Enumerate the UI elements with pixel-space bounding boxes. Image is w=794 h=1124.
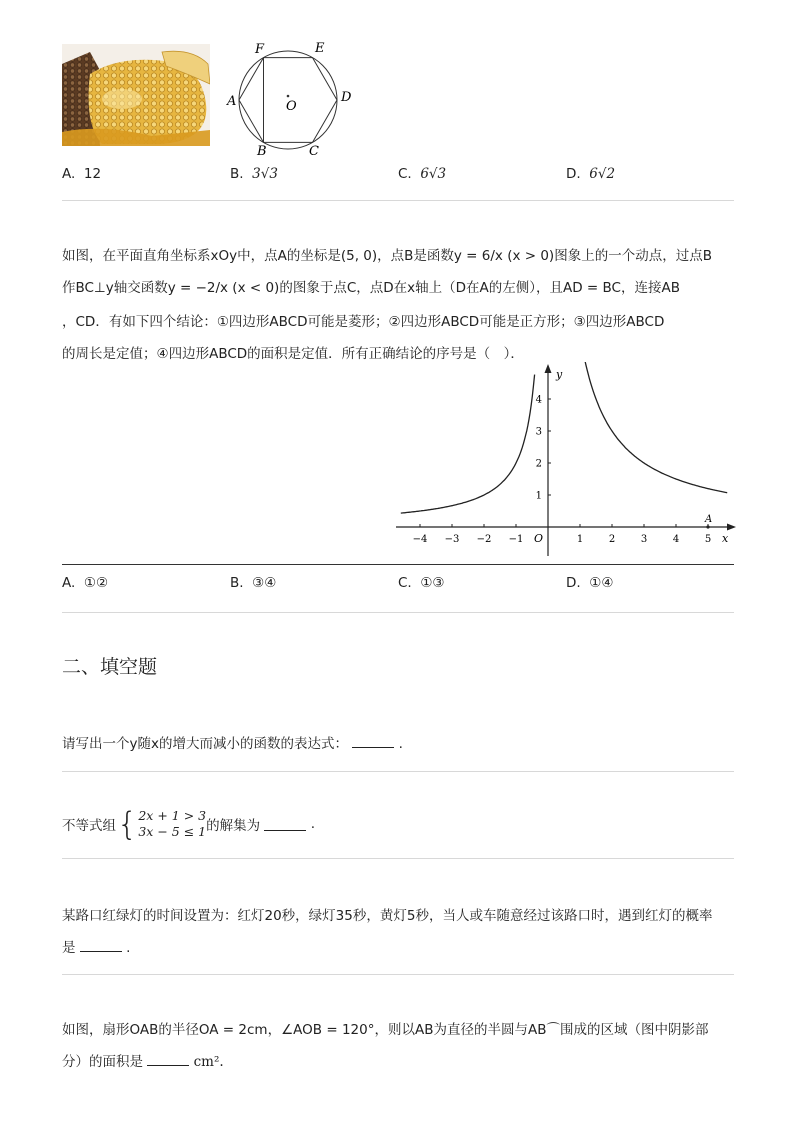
question-text-line: 作BC⊥y轴交函数y = −2/x (x < 0)的图象于点C，点D在x轴上（D在A的左侧），且AD = BC，连接AB — [62, 280, 680, 296]
x-tick-label: −1 — [508, 534, 524, 545]
label-A: A — [227, 94, 237, 109]
option-b[interactable]: B. ③④ — [230, 575, 277, 591]
fill-question-1: 请写出一个y随x的增大而减小的函数的表达式： . — [62, 736, 403, 752]
question-text-line: ，CD．有如下四个结论：①四边形ABCD可能是菱形；②四边形ABCD可能是正方形；③四边形ABCD — [62, 314, 665, 330]
point-a-label: A — [705, 514, 713, 525]
answer-blank[interactable] — [264, 818, 306, 831]
fill-question-4: 分）的面积是 cm². — [62, 1054, 224, 1070]
fill-question-3: 是 . — [62, 940, 131, 956]
option-b[interactable]: B. 3√3 — [230, 166, 278, 182]
origin-label: O — [534, 532, 544, 545]
x-tick-label: −2 — [476, 534, 492, 545]
x-axis-arrow — [727, 524, 736, 531]
label-O: O — [286, 99, 297, 114]
y-axis-arrow — [545, 364, 552, 373]
hyperbola-curve — [401, 375, 535, 513]
fill-question-3: 某路口红绿灯的时间设置为：红灯20秒，绿灯35秒，黄灯5秒，当人或车随意经过该路口时，遇到红灯的概率 — [62, 908, 713, 924]
divider — [62, 771, 734, 772]
option-c[interactable]: C. 6√3 — [398, 166, 447, 182]
option-c-value: 6√3 — [420, 166, 447, 182]
y-tick-label: 3 — [535, 426, 542, 438]
answer-blank[interactable] — [352, 735, 394, 748]
x-tick-label: 3 — [640, 534, 648, 545]
honeycomb-photo — [62, 44, 210, 146]
x-tick-label: 1 — [576, 534, 584, 545]
y-tick-label: 1 — [535, 490, 542, 502]
option-d[interactable]: D. ①④ — [566, 575, 614, 591]
inequality-row: 2x + 1 > 3 — [138, 808, 207, 823]
y-tick-label: 2 — [535, 458, 542, 470]
hyperbola-curve — [585, 362, 727, 493]
fill-question-2: 不等式组 { 2x + 1 > 3 3x − 5 ≤ 1 的解集为 . — [62, 805, 315, 843]
label-B: B — [257, 144, 267, 158]
label-C: C — [309, 144, 319, 158]
option-b-value: ③④ — [252, 575, 277, 591]
option-d[interactable]: D. 6√2 — [566, 166, 616, 182]
option-b-value: 3√3 — [252, 166, 278, 182]
option-c[interactable]: C. ①③ — [398, 575, 445, 591]
divider — [62, 858, 734, 859]
y-tick-label: 4 — [535, 394, 542, 406]
divider — [62, 974, 734, 975]
question-text-line: 如图，在平面直角坐标系xOy中，点A的坐标是(5, 0)，点B是函数y = 6/x (x > 0)图象上的一个动点，过点B — [62, 248, 712, 264]
fill-question-4: 如图，扇形OAB的半径OA = 2cm，∠AOB = 120°，则以AB为直径的半圆与AB⌒围成的区域（图中阴影部 — [62, 1022, 709, 1038]
brace: { — [117, 805, 138, 843]
x-axis-label: x — [722, 532, 729, 545]
hexagon-circle-figure — [222, 38, 362, 158]
label-F: F — [255, 42, 265, 57]
option-a-value: 12 — [83, 166, 102, 182]
x-tick-label: 4 — [672, 534, 680, 545]
inequality-row: 3x − 5 ≤ 1 — [138, 824, 207, 839]
answer-blank[interactable] — [80, 939, 122, 952]
function-graph — [392, 362, 740, 558]
option-a[interactable]: A. 12 — [62, 166, 102, 182]
option-d-value: ①④ — [589, 575, 614, 591]
label-E: E — [315, 41, 325, 56]
section-title: 二、填空题 — [62, 656, 158, 678]
y-axis-label: y — [556, 368, 563, 381]
x-tick-label: 2 — [608, 534, 616, 545]
divider — [62, 200, 734, 201]
point-a — [706, 525, 709, 528]
answer-blank[interactable] — [147, 1053, 189, 1066]
x-tick-label: −4 — [412, 534, 428, 545]
question-text-line: 的周长是定值；④四边形ABCD的面积是定值．所有正确结论的序号是（ ）． — [62, 346, 524, 362]
x-tick-label: 5 — [704, 534, 712, 545]
divider — [62, 612, 734, 613]
divider — [62, 564, 734, 565]
x-tick-label: −3 — [444, 534, 460, 545]
option-a-value: ①② — [83, 575, 109, 591]
label-D: D — [341, 90, 352, 105]
option-a[interactable]: A. ①② — [62, 575, 109, 591]
option-c-value: ①③ — [420, 575, 445, 591]
option-d-value: 6√2 — [589, 166, 616, 182]
